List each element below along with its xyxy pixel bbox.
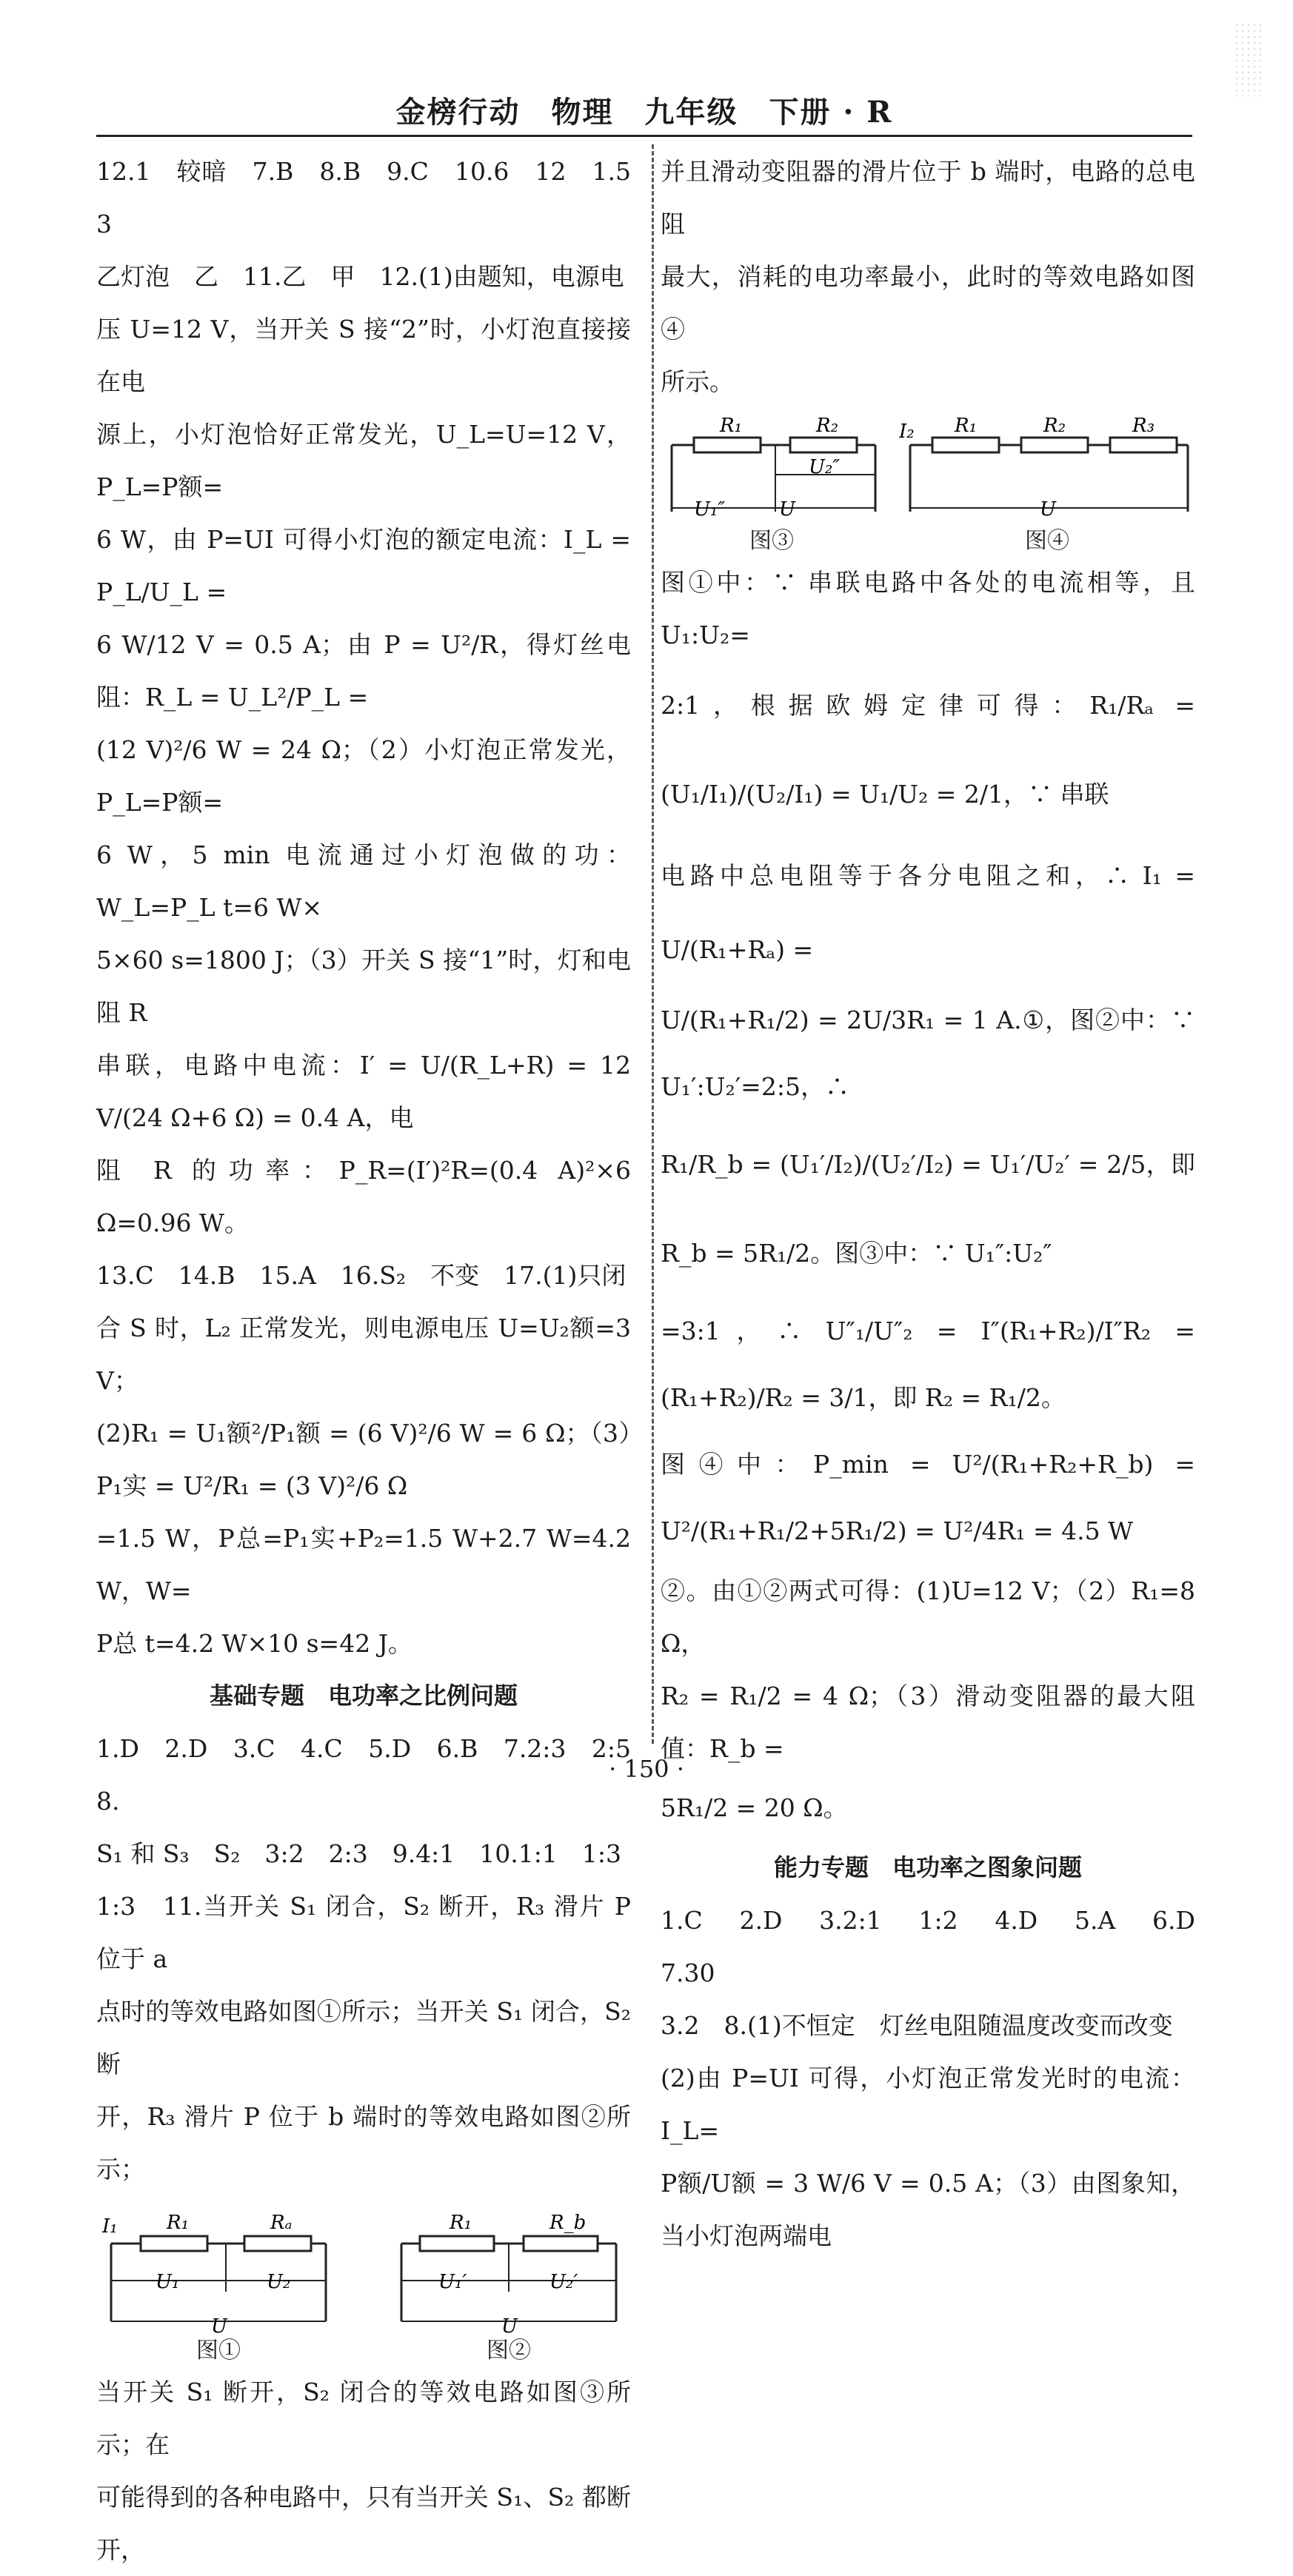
text-line: 6 W/12 V = 0.5 A；由 P = U²/R，得灯丝电阻：R_L = U_L²/P_L = xyxy=(96,630,631,712)
figure-row-1-2 xyxy=(96,2195,631,2366)
fig3-resistor-1 xyxy=(694,438,761,452)
text-line: P额/U额 = 3 W/6 V = 0.5 A；（3）由图象知，当小灯泡两端电 xyxy=(661,2169,1195,2250)
fig2-resistor-1 xyxy=(420,2236,494,2251)
fig4-r3-label: R₃ xyxy=(1132,415,1155,437)
text-line: 压 U=12 V，当开关 S 接“2”时，小灯泡直接接在电 xyxy=(96,315,631,396)
fig1-u2-label: U₂ xyxy=(267,2271,291,2293)
fig2-r2-label: R_b xyxy=(549,2212,587,2234)
text-line: 并且滑动变阻器的滑片位于 b 端时，电路的总电阻 xyxy=(661,157,1195,238)
text-line: 最大，消耗的电功率最小，此时的等效电路如图④ xyxy=(661,262,1195,344)
fig1-u1-label: U₁ xyxy=(156,2271,180,2293)
text-line: 当开关 S₁ 断开，S₂ 闭合的等效电路如图③所示；在 xyxy=(96,2378,631,2459)
section-heading: 能力专题 电功率之图象问题 xyxy=(773,1853,1082,1881)
text-line: P总 t=4.2 W×10 s=42 J。 xyxy=(96,1629,412,1658)
figure-row-3-4 xyxy=(661,408,1195,556)
fig2-u-label: U xyxy=(501,2315,518,2336)
text-line: =3:1，∴ U″₁/U″₂ = I″(R₁+R₂)/I″R₂ = (R₁+R₂)/R₂ = 3/1，即 R₂ = R₁/2。 xyxy=(661,1317,1195,1412)
fig3-resistor-2 xyxy=(790,438,857,452)
text-line: 5×60 s=1800 J；（3）开关 S 接“1”时，灯和电阻 R xyxy=(96,946,631,1027)
fig2-caption: 图② xyxy=(487,2338,531,2363)
text-line: 图④中：P_min = U²/(R₁+R₂+R_b) = U²/(R₁+R₁/2+5R₁/2) = U²/4R₁ = 4.5 W xyxy=(661,1450,1195,1545)
fig3-caption: 图③ xyxy=(749,528,794,554)
fig1-r2-label: Rₐ xyxy=(270,2212,293,2234)
text-line: 合 S 时，L₂ 正常发光，则电源电压 U=U₂额=3 V； xyxy=(96,1314,631,1395)
fig4-r2-label: R₂ xyxy=(1043,415,1066,437)
fig3-u2-label: U₂″ xyxy=(809,456,841,478)
fig4-caption: 图④ xyxy=(1025,528,1069,554)
fig3-r2-label: R₂ xyxy=(816,415,838,437)
text-line: 乙灯泡 乙 11.乙 甲 12.(1)由题知，电源电 xyxy=(96,262,624,291)
fig2-u1-label: U₁′ xyxy=(438,2271,467,2293)
text-line: 1.C 2.D 3.2:1 1:2 4.D 5.A 6.D 7.30 xyxy=(661,1906,1220,1987)
text-line: 6 W，5 min 电流通过小灯泡做的功：W_L=P_L t=6 W× xyxy=(96,840,631,922)
text-line: 所示。 xyxy=(661,367,734,396)
fig2-resistor-2 xyxy=(524,2236,598,2251)
circuit-figure-2 xyxy=(387,2203,631,2366)
fig1-u-label: U xyxy=(211,2315,227,2336)
section-heading: 基础专题 电功率之比例问题 xyxy=(209,1682,518,1710)
page-header: 金榜行动 物理 九年级 下册 · R xyxy=(395,95,893,130)
fig2-u2-label: U₂′ xyxy=(549,2271,578,2293)
text-line: 6 W，由 P=UI 可得小灯泡的额定电流：I_L = P_L/U_L = xyxy=(96,525,631,606)
text-line: 图①中：∵ 串联电路中各处的电流相等，且 U₁:U₂= xyxy=(661,568,1195,649)
circuit-figure-4 xyxy=(899,415,1195,556)
fig3-u-label: U xyxy=(779,498,795,521)
fig3-r1-label: R₁ xyxy=(720,415,742,437)
fig4-r1-label: R₁ xyxy=(955,415,977,437)
text-line: (2)由 P=UI 可得，小灯泡正常发光时的电流：I_L= xyxy=(661,2064,1195,2145)
fig1-current-label: I₁ xyxy=(102,2215,118,2238)
text-line: 2:1，根据欧姆定律可得：R₁/Rₐ = (U₁/I₁)/(U₂/I₁) = U₁/U₂ = 2/1，∵ 串联 xyxy=(661,691,1195,809)
fig1-caption: 图① xyxy=(196,2338,241,2363)
text-line: 13.C 14.B 15.A 16.S₂ 不变 17.(1)只闭 xyxy=(96,1261,627,1290)
text-line: 5R₁/2 = 20 Ω。 xyxy=(661,1793,848,1822)
text-line: 12.1 较暗 7.B 8.B 9.C 10.6 12 1.5 3 xyxy=(96,157,655,238)
header-rule xyxy=(96,135,1192,137)
fig1-r1-label: R₁ xyxy=(167,2212,189,2234)
text-line: (2)R₁ = U₁额²/P₁额 = (6 V)²/6 W = 6 Ω；（3）P₁实 = U²/R₁ = (3 V)²/6 Ω xyxy=(96,1419,631,1500)
text-line: 3.2 8.(1)不恒定 灯丝电阻随温度改变而改变 xyxy=(661,2011,1173,2040)
text-line: S₁ 和 S₃ S₂ 3:2 2:3 9.4:1 10.1:1 1:3 xyxy=(96,1839,622,1868)
circuit-figure-3 xyxy=(661,415,883,556)
fig4-resistor-1 xyxy=(932,438,999,452)
text-line: 串联，电路中电流：I′ = U/(R_L+R) = 12 V/(24 Ω+6 Ω) = 0.4 A，电 xyxy=(96,1051,631,1132)
text-line: 开，R₃ 滑片 P 位于 b 端时的等效电路如图②所示； xyxy=(96,2102,631,2184)
text-line: ②。由①②两式可得：(1)U=12 V；（2）R₁=8 Ω， xyxy=(661,1576,1195,1658)
text-line: 1:3 11.当开关 S₁ 闭合，S₂ 断开，R₃ 滑片 P 位于 a xyxy=(96,1892,631,1973)
fig4-u-label: U xyxy=(1040,498,1056,521)
right-column xyxy=(661,145,1220,2262)
fig1-resistor-1 xyxy=(141,2236,207,2251)
fig1-resistor-2 xyxy=(244,2236,311,2251)
text-line: 点时的等效电路如图①所示；当开关 S₁ 闭合，S₂ 断 xyxy=(96,1997,631,2078)
fig4-resistor-2 xyxy=(1021,438,1088,452)
text-line: =1.5 W，P总=P₁实+P₂=1.5 W+2.7 W=4.2 W，W= xyxy=(96,1524,631,1605)
fig2-r1-label: R₁ xyxy=(450,2212,472,2234)
corner-dots xyxy=(1234,22,1263,96)
text-line: 电路中总电阻等于各分电阻之和，∴ I₁ = U/(R₁+Rₐ) = xyxy=(661,861,1195,964)
text-line: 1.D 2.D 3.C 4.C 5.D 6.B 7.2:3 2:5 8. xyxy=(96,1734,655,1816)
text-line: 源上，小灯泡恰好正常发光，U_L=U=12 V，P_L=P额= xyxy=(96,420,631,501)
column-divider xyxy=(652,144,654,1744)
text-line: U/(R₁+R₁/2) = 2U/3R₁ = 1 A.①，图②中：∵ U₁′:U₂′=2:5，∴ xyxy=(661,1006,1195,1101)
text-line: 阻 R 的功率：P_R=(I′)²R=(0.4 A)²×6 Ω=0.96 W。 xyxy=(96,1156,631,1237)
fig4-current-label: I₂ xyxy=(899,421,915,443)
text-line: (12 V)²/6 W = 24 Ω；（2）小灯泡正常发光，P_L=P额= xyxy=(96,735,631,817)
page-number: · 150 · xyxy=(609,1755,684,1783)
text-line: R₂ = R₁/2 = 4 Ω；（3）滑动变阻器的最大阻值：R_b = xyxy=(661,1682,1195,1763)
fig3-u1-label: U₁″ xyxy=(694,498,726,521)
text-line: 可能得到的各种电路中，只有当开关 S₁、S₂ 都断开， xyxy=(96,2483,631,2564)
circuit-figure-1 xyxy=(96,2203,341,2366)
text-line: R₁/R_b = (U₁′/I₂)/(U₂′/I₂) = U₁′/U₂′ = 2/5，即 R_b = 5R₁/2。图③中：∵ U₁″:U₂″ xyxy=(661,1150,1195,1268)
fig4-resistor-3 xyxy=(1110,438,1177,452)
